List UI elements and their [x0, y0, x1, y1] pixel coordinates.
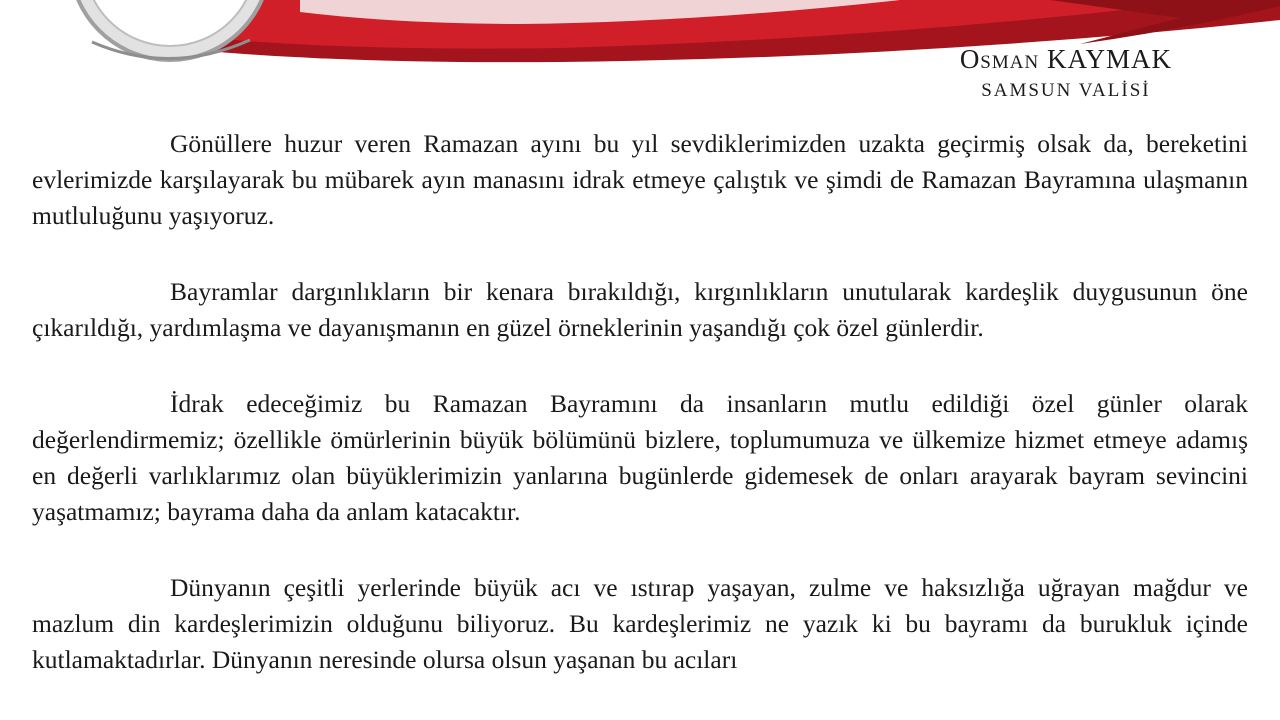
paragraph-2: Bayramlar dargınlıkların bir kenara bırakıldığı, kırgınlıkların unutularak kardeşlik duygusunun öne çıkarıldığı, yardımlaşma ve dayanışmanın en güzel örneklerinin yaşandığı çok özel günlerdir.	[32, 277, 1248, 342]
seal-ring-icon	[50, 0, 290, 62]
paragraph-1: Gönüllere huzur veren Ramazan ayını bu yıl sevdiklerimizden uzakta geçirmiş olsak da, bereketini evlerimizde karşılayarak bu mübarek ayın manasını idrak etmeye çalıştık ve şimdi de Ramazan Bayramına ulaşmanın mutluluğunu yaşıyoruz.	[32, 129, 1248, 230]
governor-title: SAMSUN VALİSİ	[981, 80, 1151, 101]
bayram-message-body	[32, 126, 1248, 718]
governor-signature-block	[960, 44, 1172, 102]
paragraph-4: Dünyanın çeşitli yerlerinde büyük acı ve ıstırap yaşayan, zulme ve haksızlığa uğrayan mağdur ve mazlum din kardeşlerimizin olduğunu biliyoruz. Bu kardeşlerimiz ne yazık ki bu bayramı da burukluk içinde kutlamaktadırlar. Dünyanın neresinde olursa olsun yaşanan bu acıları	[32, 573, 1248, 674]
governor-name: Osman KAYMAK	[959, 44, 1172, 74]
paragraph-3: İdrak edeceğimiz bu Ramazan Bayramını da insanların mutlu edildiği özel günler olarak değerlendirmemiz; özellikle ömürlerinin büyük bölümünü bizlere, toplumumuza ve ülkemize hizmet etmeye adamış en değerli varlıklarımız olan büyüklerimizin yanlarına bugünlerde gidemesek de onları arayarak bayram sevincini yaşatmamız; bayrama daha da anlam katacaktır.	[32, 389, 1248, 526]
samsun-valiligi-seal	[50, 0, 290, 62]
